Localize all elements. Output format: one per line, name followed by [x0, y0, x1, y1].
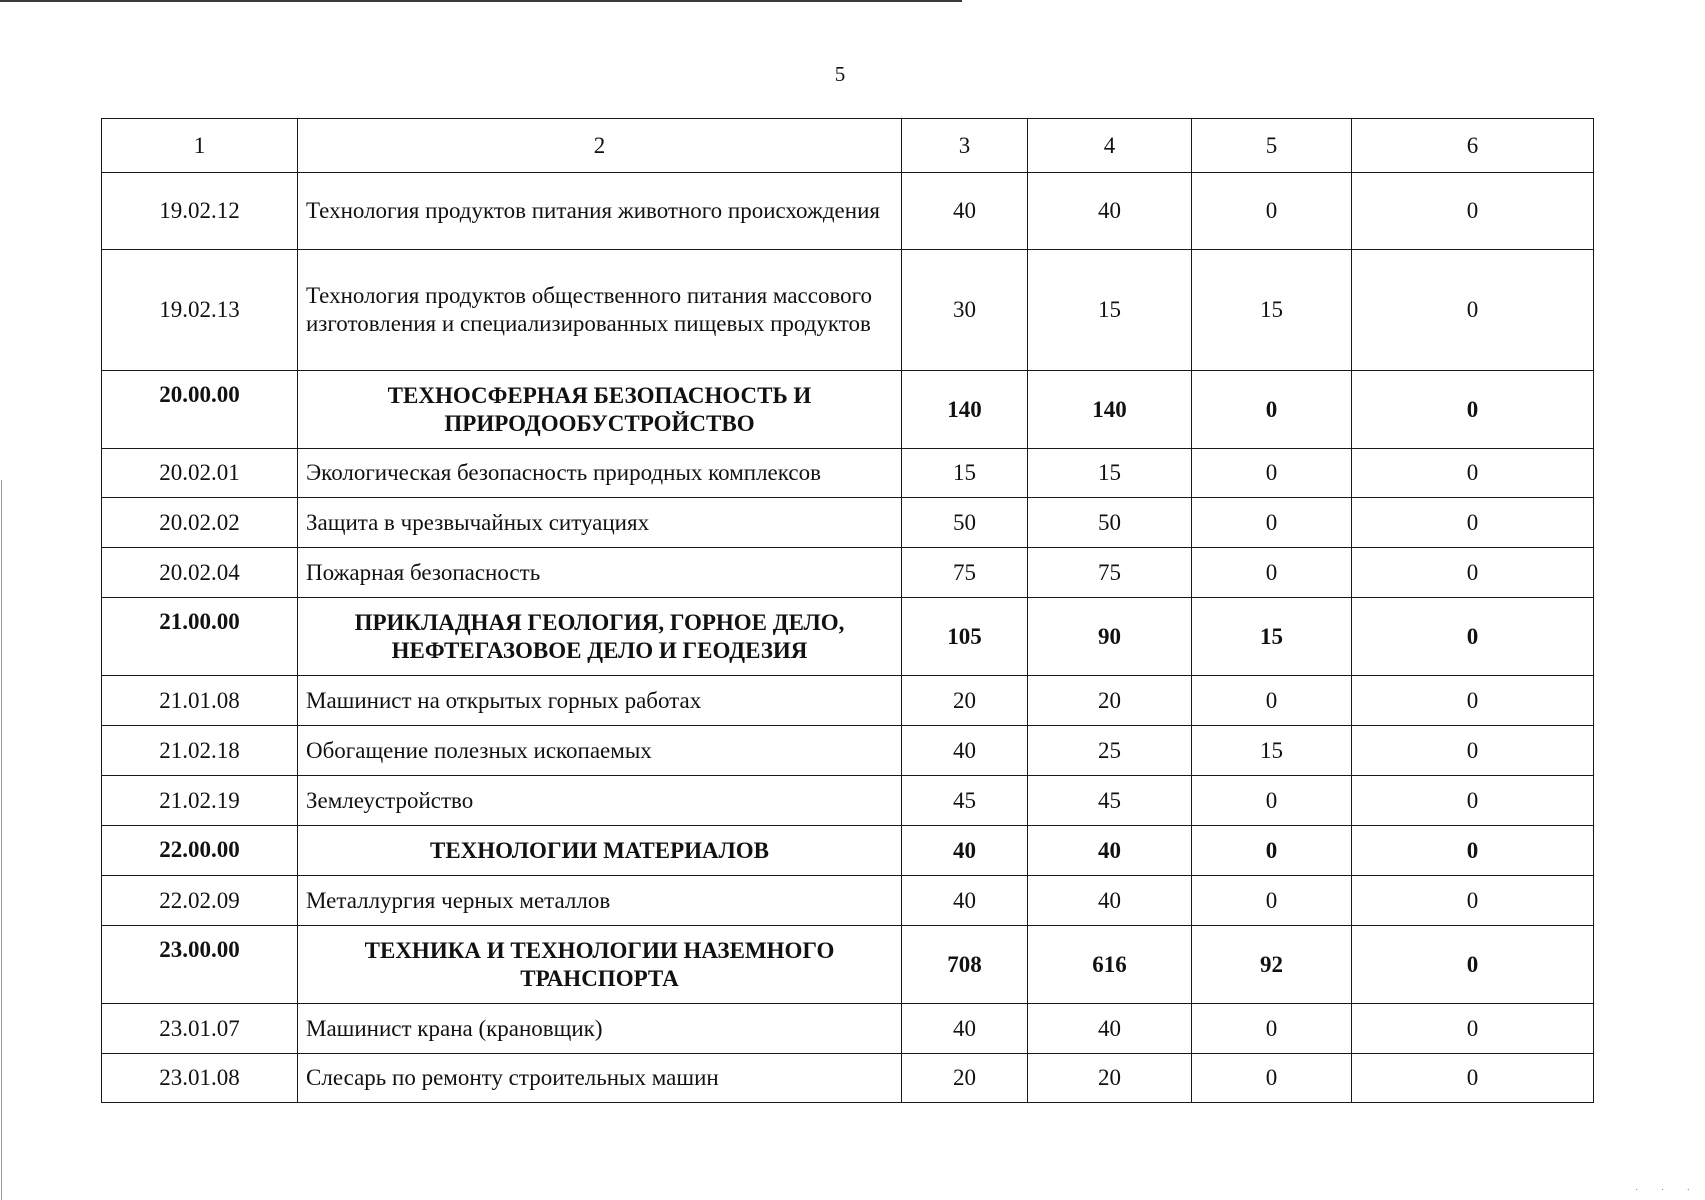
table-header-row — [102, 119, 1594, 173]
code-cell: 21.02.19 — [102, 776, 298, 826]
code-cell: 19.02.12 — [102, 173, 298, 250]
code-cell: 21.00.00 — [102, 598, 298, 676]
code-cell: 23.00.00 — [102, 926, 298, 1004]
value-cell-col6: 0 — [1352, 676, 1594, 726]
value-cell-col3: 45 — [902, 776, 1028, 826]
value-cell-col6: 0 — [1352, 598, 1594, 676]
value-cell-col3: 20 — [902, 1054, 1028, 1103]
name-cell: ТЕХНИКА И ТЕХНОЛОГИИ НАЗЕМНОГО ТРАНСПОРТА — [298, 926, 902, 1004]
table-row — [102, 876, 1594, 926]
name-cell: Слесарь по ремонту строительных машин — [298, 1054, 902, 1103]
table-row — [102, 173, 1594, 250]
code-cell: 20.00.00 — [102, 371, 298, 449]
value-cell-col6: 0 — [1352, 371, 1594, 449]
table-row — [102, 1054, 1594, 1103]
name-cell: Землеустройство — [298, 776, 902, 826]
group-row — [102, 598, 1594, 676]
value-cell-col3: 50 — [902, 498, 1028, 548]
value-cell-col6: 0 — [1352, 449, 1594, 498]
table-row — [102, 548, 1594, 598]
code-cell: 20.02.04 — [102, 548, 298, 598]
value-cell-col5: 15 — [1192, 726, 1352, 776]
value-cell-col4: 40 — [1028, 876, 1192, 926]
table-row — [102, 1004, 1594, 1054]
value-cell-col5: 0 — [1192, 1004, 1352, 1054]
value-cell-col4: 40 — [1028, 826, 1192, 876]
table-row — [102, 776, 1594, 826]
table-body — [102, 119, 1594, 1103]
value-cell-col4: 15 — [1028, 250, 1192, 371]
value-cell-col5: 0 — [1192, 1054, 1352, 1103]
column-header: 6 — [1352, 119, 1594, 173]
value-cell-col4: 616 — [1028, 926, 1192, 1004]
allocation-table — [101, 118, 1594, 1103]
name-cell: Металлургия черных металлов — [298, 876, 902, 926]
value-cell-col5: 0 — [1192, 548, 1352, 598]
table-row — [102, 449, 1594, 498]
column-header: 5 — [1192, 119, 1352, 173]
group-row — [102, 926, 1594, 1004]
value-cell-col6: 0 — [1352, 548, 1594, 598]
name-cell: Обогащение полезных ископаемых — [298, 726, 902, 776]
value-cell-col5: 0 — [1192, 498, 1352, 548]
value-cell-col6: 0 — [1352, 1054, 1594, 1103]
code-cell: 20.02.02 — [102, 498, 298, 548]
table-row — [102, 498, 1594, 548]
value-cell-col3: 40 — [902, 826, 1028, 876]
value-cell-col4: 50 — [1028, 498, 1192, 548]
value-cell-col4: 20 — [1028, 1054, 1192, 1103]
value-cell-col5: 0 — [1192, 876, 1352, 926]
name-cell: ПРИКЛАДНАЯ ГЕОЛОГИЯ, ГОРНОЕ ДЕЛО, НЕФТЕГАЗОВОЕ ДЕЛО И ГЕОДЕЗИЯ — [298, 598, 902, 676]
value-cell-col6: 0 — [1352, 926, 1594, 1004]
name-cell: Экологическая безопасность природных комплексов — [298, 449, 902, 498]
value-cell-col5: 0 — [1192, 676, 1352, 726]
value-cell-col5: 92 — [1192, 926, 1352, 1004]
name-cell: Защита в чрезвычайных ситуациях — [298, 498, 902, 548]
value-cell-col3: 40 — [902, 726, 1028, 776]
value-cell-col5: 15 — [1192, 598, 1352, 676]
code-cell: 22.00.00 — [102, 826, 298, 876]
column-header: 2 — [298, 119, 902, 173]
scan-edge-line — [0, 0, 962, 2]
value-cell-col6: 0 — [1352, 173, 1594, 250]
value-cell-col4: 140 — [1028, 371, 1192, 449]
code-cell: 22.02.09 — [102, 876, 298, 926]
code-cell: 21.02.18 — [102, 726, 298, 776]
table-row — [102, 250, 1594, 371]
column-header: 4 — [1028, 119, 1192, 173]
name-cell: Технология продуктов общественного питания массового изготовления и специализированных пищевых продуктов — [298, 250, 902, 371]
table-row — [102, 676, 1594, 726]
value-cell-col3: 40 — [902, 173, 1028, 250]
code-cell: 19.02.13 — [102, 250, 298, 371]
value-cell-col5: 0 — [1192, 371, 1352, 449]
value-cell-col6: 0 — [1352, 250, 1594, 371]
value-cell-col3: 140 — [902, 371, 1028, 449]
column-header: 1 — [102, 119, 298, 173]
page-number: 5 — [834, 62, 846, 86]
value-cell-col4: 40 — [1028, 173, 1192, 250]
name-cell: Машинист крана (крановщик) — [298, 1004, 902, 1054]
value-cell-col5: 0 — [1192, 826, 1352, 876]
name-cell: Технология продуктов питания животного происхождения — [298, 173, 902, 250]
value-cell-col4: 15 — [1028, 449, 1192, 498]
value-cell-col4: 75 — [1028, 548, 1192, 598]
value-cell-col5: 0 — [1192, 173, 1352, 250]
value-cell-col3: 75 — [902, 548, 1028, 598]
code-cell: 20.02.01 — [102, 449, 298, 498]
value-cell-col3: 15 — [902, 449, 1028, 498]
value-cell-col4: 45 — [1028, 776, 1192, 826]
value-cell-col6: 0 — [1352, 876, 1594, 926]
code-cell: 23.01.07 — [102, 1004, 298, 1054]
code-cell: 23.01.08 — [102, 1054, 298, 1103]
name-cell: Машинист на открытых горных работах — [298, 676, 902, 726]
table-row — [102, 726, 1594, 776]
value-cell-col4: 40 — [1028, 1004, 1192, 1054]
value-cell-col6: 0 — [1352, 726, 1594, 776]
value-cell-col3: 40 — [902, 1004, 1028, 1054]
value-cell-col3: 40 — [902, 876, 1028, 926]
value-cell-col6: 0 — [1352, 1004, 1594, 1054]
value-cell-col4: 20 — [1028, 676, 1192, 726]
value-cell-col5: 0 — [1192, 449, 1352, 498]
group-row — [102, 371, 1594, 449]
scan-edge-line — [1, 480, 2, 1200]
value-cell-col4: 25 — [1028, 726, 1192, 776]
code-cell: 21.01.08 — [102, 676, 298, 726]
value-cell-col6: 0 — [1352, 826, 1594, 876]
name-cell: ТЕХНОЛОГИИ МАТЕРИАЛОВ — [298, 826, 902, 876]
column-header: 3 — [902, 119, 1028, 173]
value-cell-col3: 708 — [902, 926, 1028, 1004]
value-cell-col5: 15 — [1192, 250, 1352, 371]
value-cell-col6: 0 — [1352, 498, 1594, 548]
group-row — [102, 826, 1594, 876]
name-cell: ТЕХНОСФЕРНАЯ БЕЗОПАСНОСТЬ И ПРИРОДООБУСТРОЙСТВО — [298, 371, 902, 449]
value-cell-col4: 90 — [1028, 598, 1192, 676]
value-cell-col6: 0 — [1352, 776, 1594, 826]
scan-artifact: · · · — [1635, 1185, 1700, 1196]
value-cell-col3: 105 — [902, 598, 1028, 676]
value-cell-col3: 30 — [902, 250, 1028, 371]
value-cell-col3: 20 — [902, 676, 1028, 726]
value-cell-col5: 0 — [1192, 776, 1352, 826]
name-cell: Пожарная безопасность — [298, 548, 902, 598]
